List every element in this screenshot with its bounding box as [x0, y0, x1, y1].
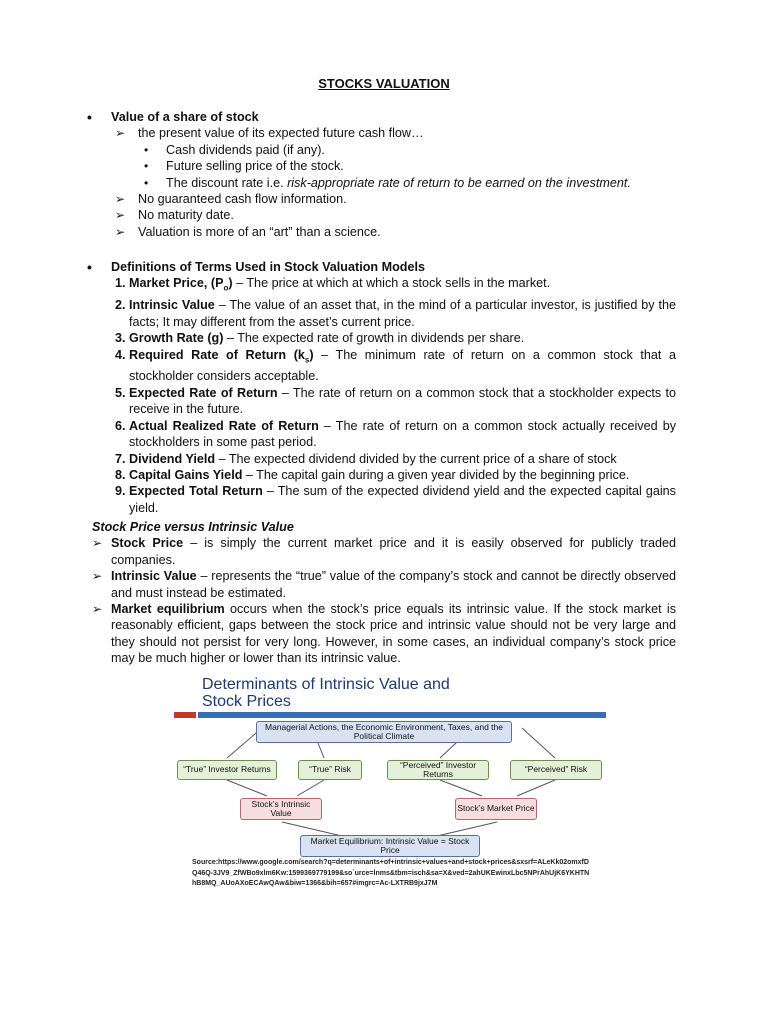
connector-line: [227, 780, 267, 796]
definition-subscript: o: [223, 283, 229, 293]
definition-text: – The rate of return on a common stock that a stockholder expects to receive in the future.: [129, 385, 676, 417]
comparison-term: Intrinsic Value: [111, 569, 197, 584]
definition-text: – The rate of return on a common stock actually received by stockholders in some past period.: [129, 418, 676, 450]
comparison-text: – represents the “true” value of the company’s stock and cannot be directly observed and must instead be estimated.: [111, 569, 676, 600]
bullet-icon: •: [144, 175, 149, 190]
figure-accent-bar: [174, 712, 196, 718]
sub-bullet-item: • Cash dividends paid (if any).: [144, 142, 325, 157]
comparison-text: – is simply the current market price and it is easily observed for publicly traded companies.: [111, 536, 676, 567]
definition-item: [129, 385, 676, 418]
definition-text: – The value of an asset that, in the mind of a particular investor, is justified by the facts; It may different from the asset’s current price.: [129, 298, 676, 329]
box-managerial-actions: Managerial Actions, the Economic Environment, Taxes, and the Political Climate: [256, 721, 512, 743]
arrow-item: ➢ No guaranteed cash flow information.: [115, 192, 347, 207]
arrow-item: ➢ Valuation is more of an “art” than a science.: [115, 224, 381, 239]
definition-term: Growth Rate (g): [129, 331, 224, 346]
arrow-item: ➢ the present value of its expected future cash flow…: [115, 126, 424, 141]
definition-text: – The capital gain during a given year divided by the beginning price.: [242, 467, 630, 482]
definition-text: – The expected rate of growth in dividends per share.: [223, 331, 525, 346]
arrow-bullet-icon: ➢: [115, 192, 126, 207]
figure-source[interactable]: Source:https://www.google.com/search?q=determinants+of+intrinsic+values+and+stock+prices&sxsrf=ALeKk02omxfDQ46Q-3JV9_ZfWBo9xlm6Kw:1599369779199&so`urce=lnms&tbm=isch&sa=X&ved=2ahUKEwinxLbc5NPrAhUjK6YKHTNhB8MQ_AUoAXoECAwQAw&biw=1366&bih=657#imgrc=Ac-LXTRB9jxJ7M: [192, 859, 590, 888]
definition-term: Capital Gains Yield: [129, 467, 243, 482]
box-perceived-returns: “Perceived” Investor Returns: [387, 760, 489, 780]
comparison-text: occurs when the stock’s price equals its intrinsic value. If the stock market is reasonably efficient, gaps between the stock price and intrinsic value should not be very large and they should not persist for very long. However, in some cases, an individual company’s stock price may be much higher or lower than its intrinsic value.: [111, 602, 677, 666]
definition-term: Dividend Yield: [129, 451, 216, 466]
definition-text: – The sum of the expected dividend yield and the expected capital gains yield.: [129, 484, 676, 515]
definition-item: [129, 451, 676, 467]
section-value-of-share: [87, 109, 676, 240]
figure-title: Determinants of Intrinsic Value and Stock Prices: [202, 676, 450, 710]
comparison-item: [92, 535, 676, 568]
box-perceived-risk: “Perceived” Risk: [510, 760, 602, 780]
definition-term: Required Rate of Return (k: [129, 347, 305, 362]
definition-item: [129, 467, 676, 483]
definition-term: Actual Realized Rate of Return: [129, 418, 319, 433]
arrow-bullet-icon: ➢: [115, 126, 126, 141]
page-title: STOCKS VALUATION: [318, 76, 450, 91]
definitions-list: [92, 275, 676, 516]
sub-bullet-item: • Future selling price of the stock.: [144, 159, 344, 174]
definition-subscript: s: [304, 355, 310, 365]
definition-item: [129, 347, 676, 385]
box-true-investor-returns: “True” Investor Returns: [177, 760, 277, 780]
definition-text: – The price at which at which a stock sells in the market.: [232, 276, 551, 291]
box-true-risk: “True” Risk: [298, 760, 362, 780]
comparison-term: Market equilibrium: [111, 602, 225, 617]
connector-line: [437, 822, 497, 836]
definition-item: [129, 418, 676, 451]
connector-line: [522, 728, 555, 758]
connector-line: [440, 780, 482, 796]
connector-line: [517, 780, 555, 796]
comparison-item: [92, 601, 676, 667]
bullet-icon: •: [144, 159, 149, 174]
box-market-equilibrium: Market Equilibrium: Intrinsic Value = Stock Price: [300, 835, 480, 857]
definition-term: Market Price, (P: [129, 276, 224, 291]
definition-text: – The expected dividend divided by the current price of a share of stock: [215, 451, 617, 466]
comparison-item: [92, 568, 676, 601]
comparison-term: Stock Price: [111, 536, 184, 551]
arrow-item: ➢ No maturity date.: [115, 208, 234, 223]
section3-heading: Stock Price versus Intrinsic Value: [92, 520, 294, 534]
price-vs-intrinsic-list: [92, 535, 676, 666]
box-intrinsic-value: Stock’s Intrinsic Value: [240, 798, 322, 820]
arrow-bullet-icon: ➢: [115, 224, 126, 239]
sub-bullet-item: • The discount rate i.e. risk-appropriate rate of return to be earned on the investment.: [144, 175, 631, 190]
section2-heading: • Definitions of Terms Used in Stock Valuation Models: [87, 259, 425, 275]
definition-term: Intrinsic Value: [129, 298, 215, 313]
box-market-price: Stock’s Market Price: [455, 798, 537, 820]
section-definitions: [87, 259, 676, 516]
connector-line: [282, 822, 342, 836]
definition-item: [129, 330, 676, 346]
arrow-bullet-icon: ➢: [92, 602, 103, 617]
arrow-bullet-icon: ➢: [92, 569, 103, 584]
arrow-bullet-icon: ➢: [115, 208, 126, 223]
definition-item: [129, 297, 676, 330]
definition-term-end: ): [228, 276, 233, 291]
section-price-vs-intrinsic: [92, 519, 676, 667]
arrow-bullet-icon: ➢: [92, 536, 103, 551]
bullet-icon: •: [87, 259, 92, 275]
definition-term: Expected Rate of Return: [129, 385, 278, 400]
bullet-icon: •: [87, 109, 92, 125]
definition-item: [129, 275, 676, 297]
connector-line: [297, 780, 324, 796]
definition-text: – The minimum rate of return on a common stock that a stockholder considers acceptable.: [129, 347, 676, 384]
definition-term: Expected Total Return: [129, 484, 263, 499]
definition-item: [129, 483, 676, 516]
determinants-figure: [172, 676, 608, 856]
bullet-icon: •: [144, 142, 149, 157]
figure-rule-bar: [198, 712, 606, 718]
section1-heading: • Value of a share of stock: [87, 109, 259, 125]
definition-term-end: ): [309, 347, 314, 362]
